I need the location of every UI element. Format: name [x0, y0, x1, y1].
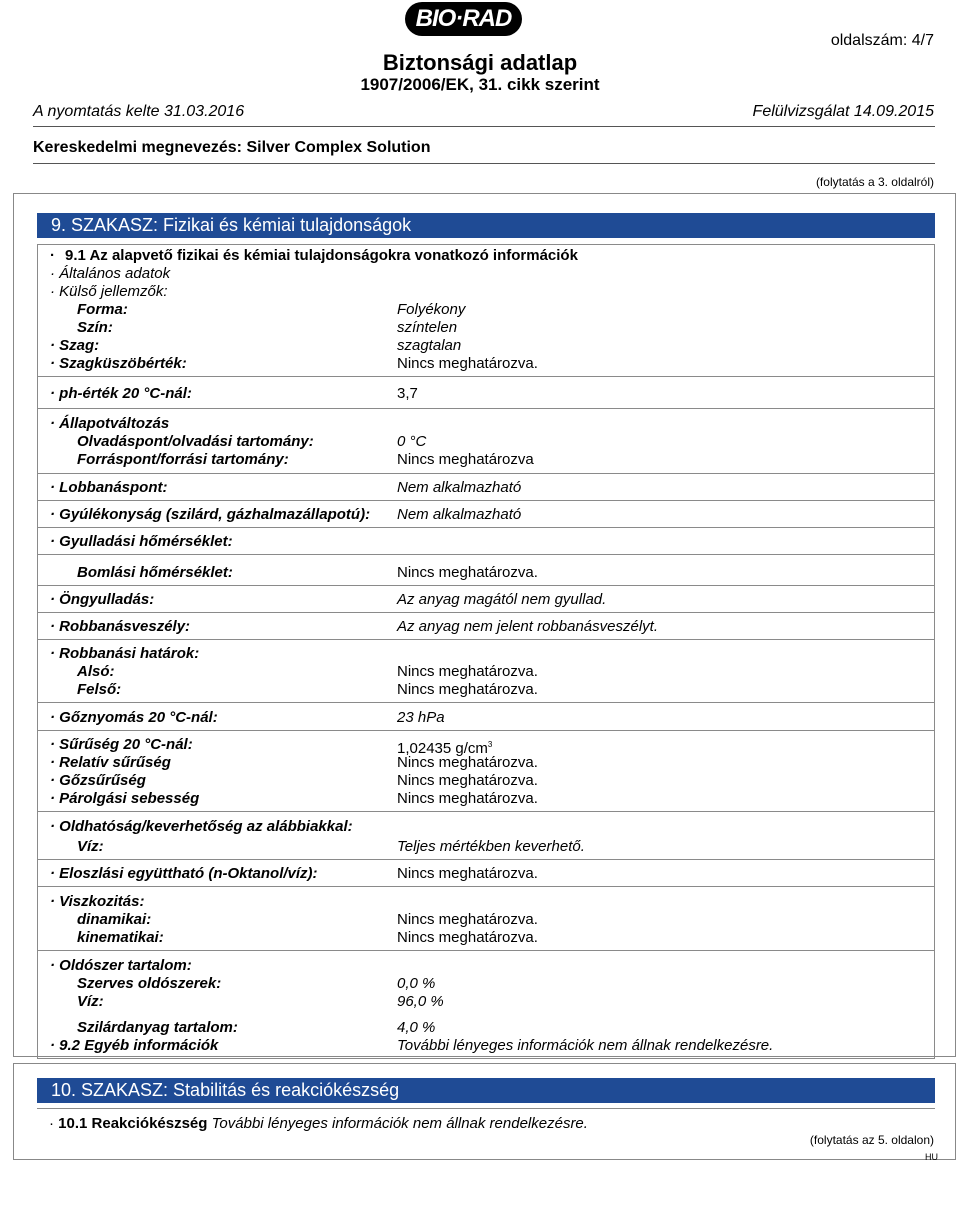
section-9-header: 9. SZAKASZ: Fizikai és kémiai tulajdonságok	[37, 213, 935, 238]
row-label: · Relatív sűrűség	[50, 754, 171, 771]
section-10-row: · 10.1 Reakciókészség További lényeges információk nem állnak rendelkezésre.	[49, 1115, 588, 1132]
section-10-header: 10. SZAKASZ: Stabilitás és reakciókészség	[37, 1078, 935, 1103]
row-label: · ph-érték 20 °C-nál:	[50, 385, 192, 402]
row-label: · Oldhatóság/keverhetőség az alábbiakkal:	[50, 818, 353, 835]
row-label: 10.1 Reakciókészség	[58, 1115, 208, 1132]
row-label: Szilárdanyag tartalom:	[77, 1019, 238, 1036]
group-solvent-content	[38, 951, 934, 1058]
group-solubility	[38, 812, 934, 860]
row-value: Nincs meghatározva.	[397, 865, 538, 882]
row-label: · Robbanási határok:	[50, 645, 200, 662]
row-label: · 9.2 Egyéb információk	[50, 1037, 219, 1054]
divider	[37, 1108, 935, 1109]
row-label: · Lobbanáspont:	[50, 479, 168, 496]
group-decomposition	[38, 555, 934, 586]
row-value: Folyékony	[397, 301, 466, 318]
row-value: Nincs meghatározva.	[397, 929, 538, 946]
divider	[33, 163, 935, 164]
row-label: · Állapotváltozás	[50, 415, 170, 432]
group-explosion-limits	[38, 640, 934, 703]
row-value: Nincs meghatározva.	[397, 564, 538, 581]
row-label: Szerves oldószerek:	[77, 975, 222, 992]
row-label: · Szag:	[50, 337, 100, 354]
row-label: Forráspont/forrási tartomány:	[77, 451, 289, 468]
row-label: · Szagküszöbérték:	[50, 355, 187, 372]
revision-date: Felülvizsgálat 14.09.2015	[752, 103, 934, 120]
row-value: 1,02435 $g/cm^3$	[397, 740, 493, 757]
row-value: Nincs meghatározva.	[397, 911, 538, 928]
group-state-change	[38, 409, 934, 474]
group-density	[38, 731, 934, 812]
row-label: Víz:	[77, 993, 104, 1010]
row-value: 0,0 %	[397, 975, 436, 992]
row-label: · Általános adatok	[50, 265, 171, 282]
row-value: Nincs meghatározva.	[397, 772, 538, 789]
row-label: · Párolgási sebesség	[50, 790, 200, 807]
row-label: · Külső jellemzők:	[50, 283, 168, 300]
group-general	[38, 245, 934, 377]
row-label: · Eloszlási együttható (n-Oktanol/víz):	[50, 865, 318, 882]
row-label: Felső:	[77, 681, 122, 698]
row-label: · 9.1 Az alapvető fizikai és kémiai tulajdonságokra vonatkozó információk	[50, 247, 578, 264]
row-value: Nincs meghatározva.	[397, 663, 538, 680]
row-label: · Gyulladási hőmérséklet:	[50, 533, 233, 550]
divider	[33, 126, 935, 127]
continued-to-note: (folytatás az 5. oldalon)	[809, 1133, 934, 1147]
row-value: 23 hPa	[397, 709, 445, 726]
row-label: Alsó:	[77, 663, 115, 680]
group-viscosity	[38, 887, 934, 951]
logo-text: BIO·RAD	[415, 5, 512, 32]
group-self-ignition	[38, 586, 934, 613]
row-value: színtelen	[397, 319, 458, 336]
row-label: Bomlási hőmérséklet:	[77, 564, 233, 581]
group-explosion-hazard	[38, 613, 934, 640]
row-label: · Oldószer tartalom:	[50, 957, 192, 974]
section-9-content	[37, 244, 935, 1059]
group-vapor-pressure	[38, 703, 934, 731]
row-label: Olvadáspont/olvadási tartomány:	[77, 433, 314, 450]
row-value: További lényeges információk nem állnak rendelkezésre.	[211, 1115, 588, 1132]
row-value: 4,0 %	[397, 1019, 436, 1036]
row-value: Nem alkalmazható	[397, 506, 522, 523]
row-label: · Gőznyomás 20 °C-nál:	[50, 709, 218, 726]
row-label: Víz:	[77, 838, 104, 855]
group-ignition-temp	[38, 528, 934, 555]
language-code: HU	[925, 1152, 938, 1162]
row-value: Nem alkalmazható	[397, 479, 522, 496]
row-value: Teljes mértékben keverhető.	[397, 838, 585, 855]
row-value: 3,7	[397, 385, 418, 402]
print-date: A nyomtatás kelte 31.03.2016	[33, 103, 245, 120]
row-label: Szín:	[77, 319, 113, 336]
row-value: Nincs meghatározva.	[397, 790, 538, 807]
row-value: Nincs meghatározva.	[397, 754, 538, 771]
row-value: Az anyag magától nem gyullad.	[397, 591, 607, 608]
page-number: oldalszám: 4/7	[830, 32, 934, 49]
bio-rad-logo	[405, 2, 522, 36]
trade-name: Kereskedelmi megnevezés: Silver Complex Solution	[33, 139, 431, 156]
document-subtitle: 1907/2006/EK, 31. cikk szerint	[360, 75, 600, 94]
row-value: 0 °C	[397, 433, 427, 450]
row-label: · Gőzsűrűség	[50, 772, 146, 789]
row-label: · Viszkozitás:	[50, 893, 145, 910]
row-value: Nincs meghatározva.	[397, 681, 538, 698]
group-flammability	[38, 501, 934, 528]
row-label: · Gyúlékonyság (szilárd, gázhalmazállapotú):	[50, 506, 371, 523]
group-partition	[38, 860, 934, 887]
continued-from-note: (folytatás a 3. oldalról)	[815, 175, 934, 189]
row-label: kinematikai:	[77, 929, 164, 946]
row-value: További lényeges információk nem állnak rendelkezésre.	[397, 1037, 774, 1054]
row-label: dinamikai:	[77, 911, 152, 928]
group-ph	[38, 377, 934, 409]
row-value: 96,0 %	[397, 993, 444, 1010]
row-value: Nincs meghatározva	[397, 451, 534, 468]
row-label: Forma:	[77, 301, 128, 318]
row-value: szagtalan	[397, 337, 462, 354]
row-value: Nincs meghatározva.	[397, 355, 538, 372]
row-label: · Sűrűség 20 °C-nál:	[50, 736, 193, 753]
row-label: · Robbanásveszély:	[50, 618, 191, 635]
row-value: Az anyag nem jelent robbanásveszélyt.	[397, 618, 658, 635]
row-label: · Öngyulladás:	[50, 591, 155, 608]
document-title: Biztonsági adatlap	[382, 50, 578, 75]
group-flash-point	[38, 474, 934, 501]
